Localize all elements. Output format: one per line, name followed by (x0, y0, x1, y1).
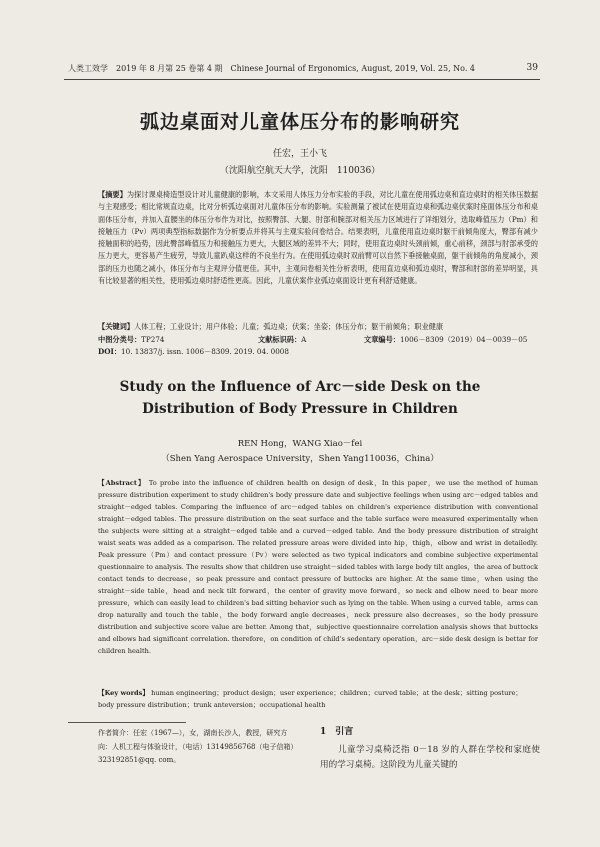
article-number-label: 文章编号： (364, 335, 400, 344)
clc-value: TP274 (141, 335, 165, 344)
affiliation-chinese: （沈阳航空航天大学，沈阳 110036） (219, 166, 381, 176)
article-number-value: 1006－8309（2019）04－0039－05 (399, 335, 528, 344)
doc-code-value: A (301, 335, 307, 344)
header-rule (64, 79, 540, 80)
doi-label: DOI： (98, 347, 122, 356)
abstract-chinese-label: 【摘要】 (98, 190, 127, 199)
authors-english: REN Hong，WANG Xiao－fei (237, 439, 363, 449)
abstract-chinese (98, 189, 538, 287)
running-header (68, 64, 538, 74)
title-english (0, 376, 600, 420)
abstract-english-label: 【Abstract】 (98, 479, 146, 487)
doi-line (98, 347, 289, 357)
keywords-chinese-label: 【关键词】 (98, 322, 134, 331)
keywords-english-text: human engineering；product design；user experience；children；curved table；at the desk；sitting posture；body pressure distribution；trunk anteversion；occupational health (98, 689, 522, 709)
clc-label: 中图分类号： (98, 335, 142, 344)
section-heading-introduction: 1 引言 (320, 727, 354, 737)
doi-value: 10. 13837/j. issn. 1006－8309. 2019. 04. 0008 (121, 347, 289, 356)
authors-chinese: 任宏，王小飞 (272, 149, 327, 159)
page-number: 39 (526, 63, 538, 73)
keywords-chinese-text: 人体工程；工业设计；用户体验；儿童；弧边桌；伏案；坐姿；体压分布；躯干前倾角；职业健康 (133, 322, 444, 331)
author-footnote: 作者简介：任宏（1967—），女，湖南长沙人，教授，研究方向：人机工程与体验设计，（电话）13149856768（电子信箱）323192851@qq. com。 (98, 729, 298, 764)
keywords-english-label: 【Key words】 (98, 689, 149, 697)
journal-citation: 人类工效学 2019 年 8 月第 25 卷第 4 期 Chinese Journal of Ergonomics, August, 2019, Vol. 25, No. 4 (68, 64, 476, 73)
abstract-chinese-text: 为探讨课桌椅造型设计对儿童健康的影响，本文采用人体压力分布实验的手段，对比儿童在使用弧边桌和直边桌时的相关体压数据与主观感受；相比常规直边桌，比对分析弧边桌面对儿童体压分布的影响。实验测量了被试在使用直边桌和弧边桌伏案时座面体压分布和桌面体压分布，并加入直腰坐的体压分布作为对比，按照臀部、大腿、肘部和腕部对相关压力区域进行了详细划分，选取峰值压力（Pm）和接触压力（Pv）两项典型指标数据作为分析要点并将其与主观实验问卷结合。结果表明，儿童使用直边桌时躯干前倾角度大，臀部有减少接触面积的趋势，因此臀部峰值压力和接触压力更大，大腿区域的差异不大；同时，使用直边桌时头颈前倾，重心前移，颈部与肘部承受的压力更大，更容易产生疲劳，导致儿童趴桌这样的不良坐行为。在使用弧边桌时双前臂可以自然下垂接触桌面，躯干前倾角的角度减小，颈部的压力也随之减小，体压分布与主观评分值更佳。其中，主观问卷相关性分析表明，使用直边桌和弧边桌时，臀部和肘部的差异明显，具有比较显著的相关性，使用弧边桌时舒适性更高。因此，儿童伏案作业弧边桌面设计更有利舒适健康。 (98, 190, 538, 286)
title-english-line-1: Study on the Influence of Arc－side Desk on the (119, 379, 481, 395)
classification-line (98, 334, 527, 345)
title-chinese: 弧边桌面对儿童体压分布的影响研究 (139, 111, 460, 133)
title-english-line-2: Distribution of Body Pressure in Children (142, 401, 458, 417)
keywords-english (98, 687, 538, 711)
keywords-chinese (98, 321, 538, 332)
abstract-english-text: To probe into the influence of children health on design of desk，In this paper，we use the method of human pressure distribution experiment to study children's body pressure date and subjective feelings when using arc－edged tables and straight－edged tables. Comparing the influence of arc－edged tables on children's experience distribution with conventional straight－edged tables. The pressure distribution on the seat surface and the table surface were measured experimentally when the subjects were sitting at a straight－edged table and a curved－edged table. And the body pressure distribution of straight waist seats was added as a comparison. The related pressure areas were divided into hip，thigh，elbow and wrist in detailedly. Peak pressure（Pm）and contact pressure（Pv）were selected as two typical indicators and combine subjective experimental questionnaire to analysis. The results show that children use straight－sided tables with large body tilt angles，the area of buttock contact tends to decrease，so peak pressure and contact pressure of buttocks are higher. At the same time，when using the straight－side table，head and neck tilt forward，the center of gravity move forward，so neck and elbow need to bear more pressure，which can easily lead to children's bad sitting behavior such as lying on the table. When using a curved table，arms can drop naturally and touch the table，the body forward angle decreases，neck pressure also decreases，so the body pressure distribution and subjective score value are better. Among that，subjective questionnaire correlation analysis shows that buttocks and elbows had significant correlation. therefore，on condition of child's sedentary operation，arc－side desk design is bettar for children health. (98, 479, 538, 655)
affiliation-english: （Shen Yang Aerospace University，Shen Yang110036，China） (161, 454, 439, 464)
abstract-english (98, 477, 538, 657)
footnote-rule (68, 722, 186, 723)
introduction-paragraph: 儿童学习桌椅泛指 0－18 岁的人群在学校和家庭使用的学习桌椅。这阶段为儿童关键的 (320, 745, 540, 770)
doc-code-label: 文献标识码： (258, 335, 302, 344)
